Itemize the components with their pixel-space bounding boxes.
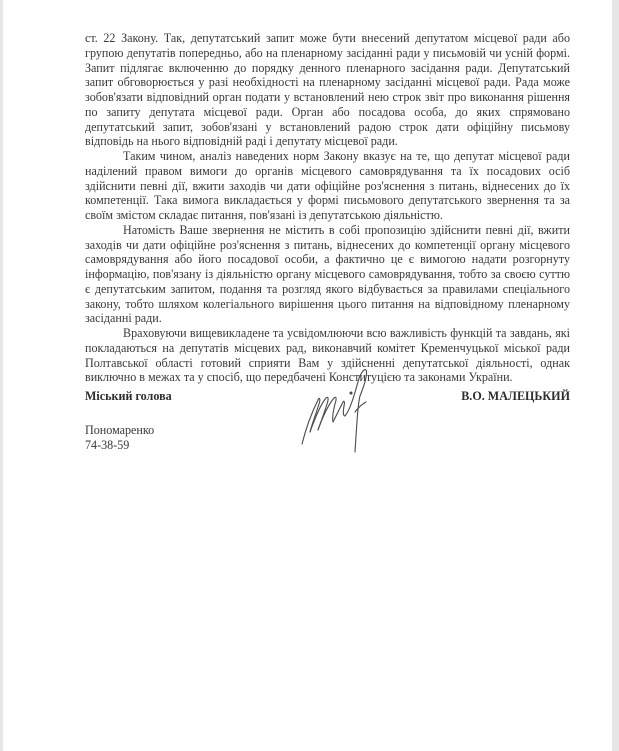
handwritten-signature: [288, 360, 388, 455]
document-page: [3, 0, 612, 751]
executor-name: Пономаренко: [85, 423, 155, 437]
signatory-name: В.О. МАЛЕЦЬКИЙ: [461, 389, 570, 403]
signature-stroke-6: [355, 402, 366, 412]
paragraph-assessment: Натомість Ваше звернення не містить в собі пропозицію здійснити певні дії, вжити заходів чи дати офіційне роз'яснення з питань, віднесених до компетенції органу місцевого самоврядування або його посадової особи, а фактично це є вимогою надати розгорнуту інформацію, пов'язану із діяльністю органу місцевого самоврядування, тобто за своєю суттю є депутатським запитом, подання та розгляд якого відбувається за правилами спеціального закону, тобто шляхом колегіального вирішення цього питання на відповідному пленарному засіданні ради.: [85, 222, 570, 326]
executor-phone: 74-38-59: [85, 437, 130, 452]
signature-dot: [350, 392, 352, 394]
paragraph-analysis: Таким чином, аналіз наведених норм Закону вказує на те, що депутат місцевої ради наділений правом вимоги до органів місцевого самоврядування та їх посадових осіб здійснити певні дії, вжити заходів чи дати офіційне роз'яснення з питань, віднесених до їх компетенції. Така вимога викладається у формі письмового депутатського звернення та за своїм змістом складає питання, пов'язані із депутатською діяльністю.: [85, 149, 570, 222]
signature-stroke-1: [302, 398, 320, 444]
executor-info: [85, 423, 154, 453]
position-title: Міський голова: [85, 389, 172, 403]
paragraph-law-article: ст. 22 Закону. Так, депутатський запит може бути внесений депутатом місцевої ради або групою депутатів попередньо, або на пленарному засіданні ради у письмовій чи усній формі. Запит підлягає включенню до порядку денного пленарного засідання ради. Депутатський запит обговорюється у разі необхідності на пленарному засіданні місцевої ради. Рада може зобов'язати відповідний орган подати у встановлений нею строк звіт про виконання рішення по запиту депутата місцевої ради. Орган або посадова особа, до яких спрямовано депутатський запит, зобов'язані у встановлений радою строк дати офіційну письмову відповідь на нього відповідній раді і депутату місцевої ради.: [85, 31, 570, 149]
letter-body: [85, 31, 570, 385]
paragraph-conclusion: Враховуючи вищевикладене та усвідомлюючи всю важливість функцій та завдань, які покладаються на депутатів місцевих рад, виконавчий комітет Кременчуцької міської ради Полтавської області готовий сприяти Вам у здійсненні депутатської діяльності, однак виключно в межах та у спосіб, що передбачені Конституцією та законами України.: [85, 326, 570, 385]
